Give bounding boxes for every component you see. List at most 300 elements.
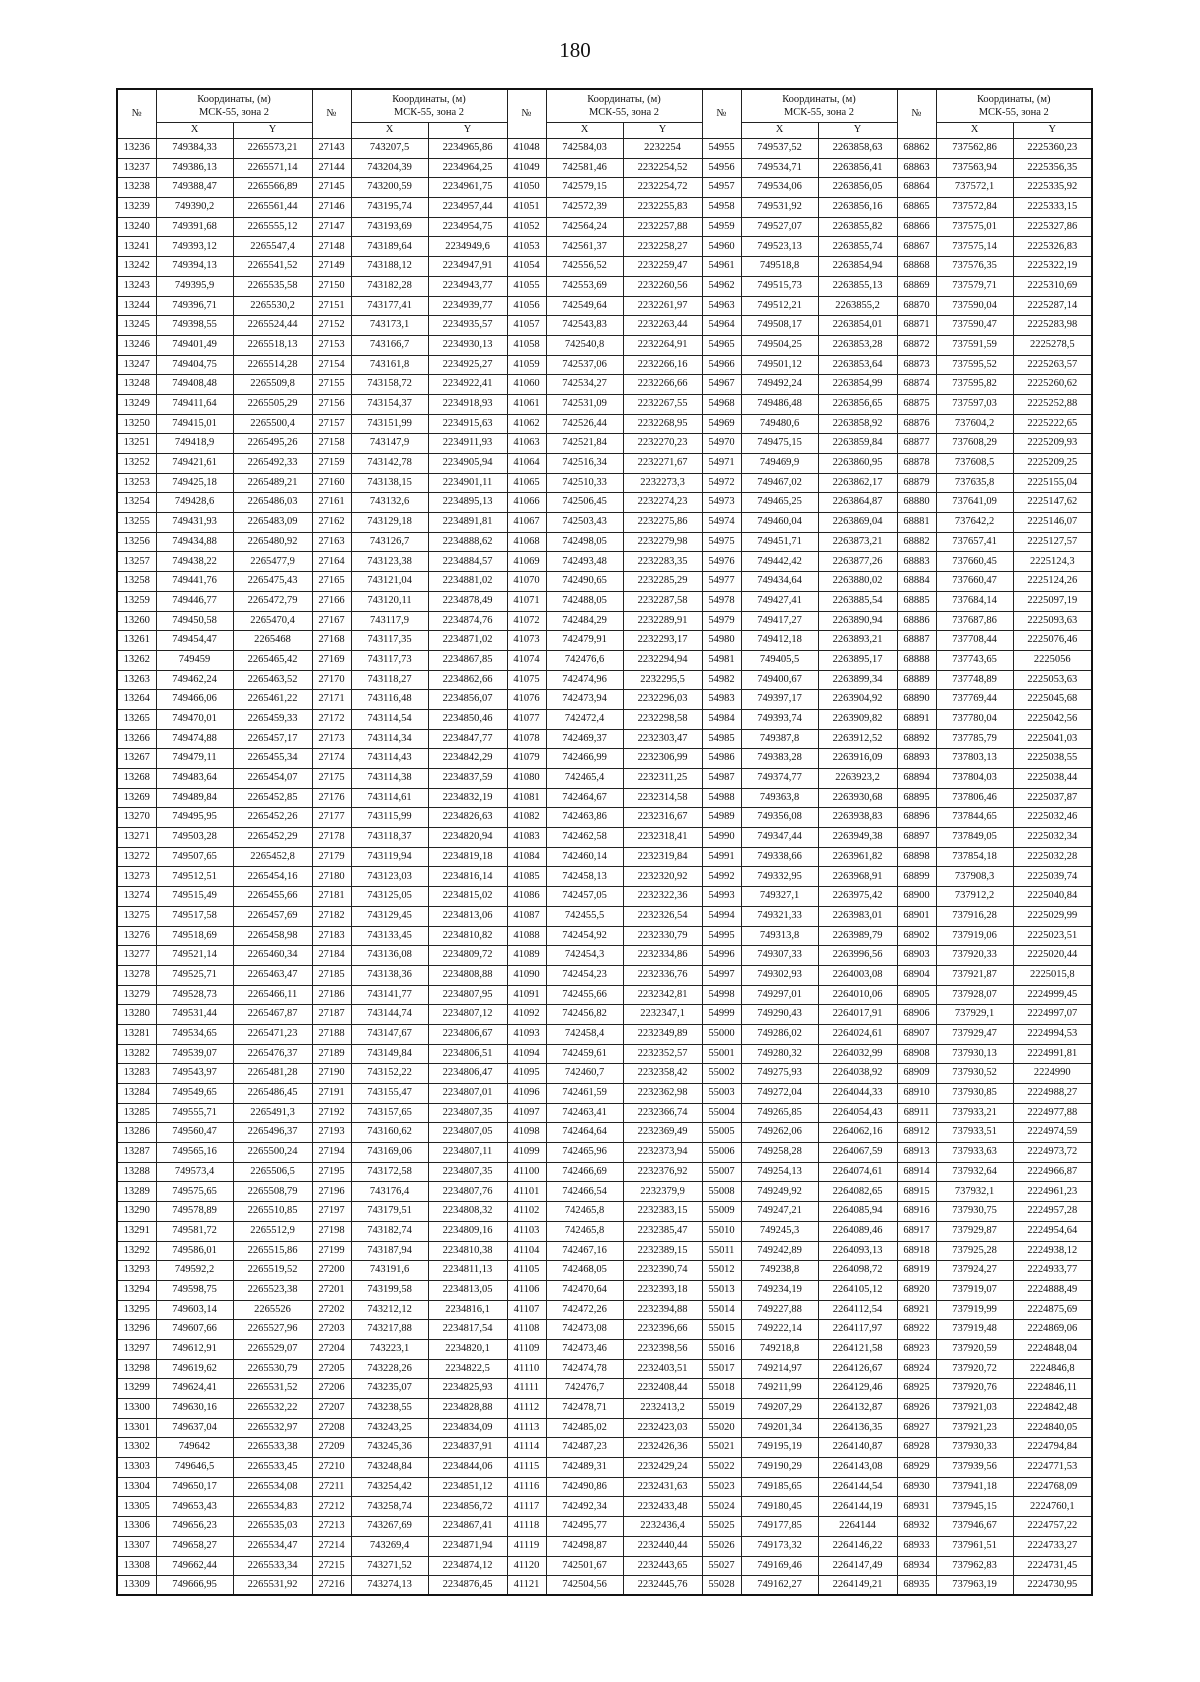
y-coordinate-cell: 2224846,11: [1013, 1379, 1092, 1399]
point-number-cell: 41097: [507, 1103, 546, 1123]
x-coordinate-cell: 742516,34: [546, 454, 623, 474]
point-number-cell: 68903: [897, 946, 936, 966]
y-coordinate-cell: 2224888,49: [1013, 1280, 1092, 1300]
y-coordinate-cell: 2225263,57: [1013, 355, 1092, 375]
x-coordinate-cell: 743243,25: [351, 1418, 428, 1438]
y-coordinate-cell: 2265573,21: [233, 139, 312, 159]
x-coordinate-cell: 743141,77: [351, 985, 428, 1005]
point-number-cell: 54960: [702, 237, 741, 257]
x-column-header: X: [741, 123, 818, 139]
table-row: [117, 1064, 1092, 1084]
x-coordinate-cell: 737780,04: [936, 709, 1013, 729]
point-number-cell: 41084: [507, 847, 546, 867]
y-coordinate-cell: 2232445,76: [623, 1576, 702, 1596]
x-coordinate-cell: 737930,52: [936, 1064, 1013, 1084]
point-number-cell: 27208: [312, 1418, 351, 1438]
y-coordinate-cell: 2232389,15: [623, 1241, 702, 1261]
x-coordinate-cell: 742465,96: [546, 1143, 623, 1163]
point-number-cell: 13302: [117, 1438, 156, 1458]
y-coordinate-cell: 2232349,89: [623, 1024, 702, 1044]
point-number-cell: 27181: [312, 887, 351, 907]
x-coordinate-cell: 749467,02: [741, 473, 818, 493]
x-coordinate-cell: 742553,69: [546, 276, 623, 296]
y-coordinate-cell: 2232294,94: [623, 650, 702, 670]
y-coordinate-cell: 2224848,04: [1013, 1339, 1092, 1359]
x-coordinate-cell: 749404,75: [156, 355, 233, 375]
point-number-cell: 55011: [702, 1241, 741, 1261]
x-coordinate-cell: 749525,71: [156, 965, 233, 985]
x-coordinate-cell: 743155,47: [351, 1084, 428, 1104]
y-coordinate-cell: 2263862,17: [818, 473, 897, 493]
x-coordinate-cell: 742466,69: [546, 1162, 623, 1182]
y-coordinate-cell: 2264132,87: [818, 1399, 897, 1419]
point-number-cell: 41102: [507, 1202, 546, 1222]
point-number-cell: 13290: [117, 1202, 156, 1222]
point-number-cell: 41049: [507, 158, 546, 178]
x-coordinate-cell: 737595,82: [936, 375, 1013, 395]
y-coordinate-cell: 2232267,55: [623, 394, 702, 414]
y-coordinate-cell: 2264144: [818, 1517, 897, 1537]
x-coordinate-cell: 742531,09: [546, 394, 623, 414]
y-coordinate-cell: 2265495,26: [233, 434, 312, 454]
y-coordinate-cell: 2232398,56: [623, 1339, 702, 1359]
table-row: [117, 887, 1092, 907]
y-coordinate-cell: 2224994,53: [1013, 1024, 1092, 1044]
y-coordinate-cell: 2232358,42: [623, 1064, 702, 1084]
point-number-cell: 68918: [897, 1241, 936, 1261]
y-coordinate-cell: 2232330,79: [623, 926, 702, 946]
x-coordinate-cell: 743176,4: [351, 1182, 428, 1202]
point-number-cell: 13240: [117, 217, 156, 237]
x-coordinate-cell: 737806,46: [936, 788, 1013, 808]
coordinates-units-label: Координаты, (м): [587, 94, 661, 105]
x-coordinate-cell: 743118,37: [351, 828, 428, 848]
point-number-cell: 68897: [897, 828, 936, 848]
x-coordinate-cell: 749249,92: [741, 1182, 818, 1202]
point-number-cell: 68931: [897, 1497, 936, 1517]
point-number-cell: 13303: [117, 1458, 156, 1478]
point-number-cell: 13254: [117, 493, 156, 513]
point-number-cell: 13301: [117, 1418, 156, 1438]
y-coordinate-cell: 2232296,03: [623, 690, 702, 710]
x-coordinate-cell: 749238,8: [741, 1261, 818, 1281]
x-coordinate-cell: 742473,08: [546, 1320, 623, 1340]
point-number-cell: 41119: [507, 1536, 546, 1556]
table-row: [117, 847, 1092, 867]
table-row: [117, 1202, 1092, 1222]
x-coordinate-cell: 749503,28: [156, 828, 233, 848]
y-coordinate-cell: 2234819,18: [428, 847, 507, 867]
point-number-cell: 13300: [117, 1399, 156, 1419]
point-number-cell: 13276: [117, 926, 156, 946]
x-coordinate-cell: 743267,69: [351, 1517, 428, 1537]
y-coordinate-cell: 2264129,46: [818, 1379, 897, 1399]
x-coordinate-cell: 749527,07: [741, 217, 818, 237]
table-row: [117, 158, 1092, 178]
y-coordinate-cell: 2264017,91: [818, 1005, 897, 1025]
x-coordinate-cell: 743212,12: [351, 1300, 428, 1320]
point-number-cell: 55004: [702, 1103, 741, 1123]
point-number-cell: 13256: [117, 532, 156, 552]
y-coordinate-cell: 2224933,77: [1013, 1261, 1092, 1281]
x-coordinate-cell: 742478,71: [546, 1399, 623, 1419]
y-coordinate-cell: 2234884,57: [428, 552, 507, 572]
y-coordinate-cell: 2224794,84: [1013, 1438, 1092, 1458]
x-coordinate-cell: 737963,19: [936, 1576, 1013, 1596]
point-number-cell: 68896: [897, 808, 936, 828]
x-coordinate-cell: 742476,6: [546, 650, 623, 670]
point-number-cell: 41080: [507, 769, 546, 789]
y-coordinate-cell: 2265460,34: [233, 946, 312, 966]
point-number-cell: 54977: [702, 572, 741, 592]
point-number-cell: 68934: [897, 1556, 936, 1576]
point-number-cell: 27164: [312, 552, 351, 572]
x-coordinate-cell: 743179,51: [351, 1202, 428, 1222]
point-number-cell: 55015: [702, 1320, 741, 1340]
point-number-cell: 68917: [897, 1221, 936, 1241]
table-row: [117, 985, 1092, 1005]
table-row: [117, 276, 1092, 296]
point-number-cell: 41098: [507, 1123, 546, 1143]
x-coordinate-cell: 742498,87: [546, 1536, 623, 1556]
point-number-cell: 68872: [897, 335, 936, 355]
x-coordinate-cell: 743129,18: [351, 513, 428, 533]
point-number-cell: 68884: [897, 572, 936, 592]
y-coordinate-cell: 2234806,51: [428, 1044, 507, 1064]
point-number-cell: 68865: [897, 198, 936, 218]
point-number-cell: 13257: [117, 552, 156, 572]
y-coordinate-cell: 2234807,35: [428, 1162, 507, 1182]
y-coordinate-cell: 2232423,03: [623, 1418, 702, 1438]
y-coordinate-cell: 2265526: [233, 1300, 312, 1320]
y-coordinate-cell: 2225278,5: [1013, 335, 1092, 355]
x-coordinate-cell: 749489,84: [156, 788, 233, 808]
point-number-cell: 13296: [117, 1320, 156, 1340]
table-header: [117, 89, 1092, 139]
y-coordinate-cell: 2232436,4: [623, 1517, 702, 1537]
x-coordinate-cell: 749531,92: [741, 198, 818, 218]
x-coordinate-cell: 749451,71: [741, 532, 818, 552]
point-number-cell: 27194: [312, 1143, 351, 1163]
x-coordinate-cell: 749607,66: [156, 1320, 233, 1340]
y-coordinate-cell: 2224771,53: [1013, 1458, 1092, 1478]
x-coordinate-cell: 737908,3: [936, 867, 1013, 887]
table-row: [117, 670, 1092, 690]
point-number-cell: 27196: [312, 1182, 351, 1202]
y-coordinate-cell: 2265486,45: [233, 1084, 312, 1104]
point-number-cell: 27143: [312, 139, 351, 159]
y-coordinate-cell: 2232394,88: [623, 1300, 702, 1320]
x-coordinate-cell: 749397,17: [741, 690, 818, 710]
x-coordinate-cell: 743248,84: [351, 1458, 428, 1478]
point-number-cell: 54963: [702, 296, 741, 316]
x-coordinate-cell: 749465,25: [741, 493, 818, 513]
point-number-cell: 55003: [702, 1084, 741, 1104]
point-number-cell: 41059: [507, 355, 546, 375]
y-coordinate-cell: 2234816,14: [428, 867, 507, 887]
y-coordinate-cell: 2264136,35: [818, 1418, 897, 1438]
y-coordinate-cell: 2265480,92: [233, 532, 312, 552]
y-coordinate-cell: 2234810,38: [428, 1241, 507, 1261]
x-coordinate-cell: 749515,49: [156, 887, 233, 907]
x-coordinate-cell: 743182,74: [351, 1221, 428, 1241]
x-coordinate-cell: 743238,55: [351, 1399, 428, 1419]
x-coordinate-cell: 749549,65: [156, 1084, 233, 1104]
y-coordinate-cell: 2263860,95: [818, 454, 897, 474]
x-coordinate-cell: 749400,67: [741, 670, 818, 690]
y-coordinate-cell: 2234925,27: [428, 355, 507, 375]
x-coordinate-cell: 749518,8: [741, 257, 818, 277]
x-coordinate-cell: 737932,64: [936, 1162, 1013, 1182]
x-coordinate-cell: 749619,62: [156, 1359, 233, 1379]
y-coordinate-cell: 2225356,35: [1013, 158, 1092, 178]
y-coordinate-cell: 2265468: [233, 631, 312, 651]
point-number-cell: 27204: [312, 1339, 351, 1359]
point-number-cell: 68910: [897, 1084, 936, 1104]
table-row: [117, 709, 1092, 729]
point-number-cell: 27182: [312, 906, 351, 926]
y-coordinate-cell: 2232255,83: [623, 198, 702, 218]
y-coordinate-cell: 2265481,28: [233, 1064, 312, 1084]
point-number-cell: 41101: [507, 1182, 546, 1202]
point-number-cell: 27199: [312, 1241, 351, 1261]
y-coordinate-cell: 2265452,85: [233, 788, 312, 808]
point-number-cell: 54998: [702, 985, 741, 1005]
y-coordinate-cell: 2234813,05: [428, 1280, 507, 1300]
point-number-cell: 41083: [507, 828, 546, 848]
point-number-cell: 68879: [897, 473, 936, 493]
table-row: [117, 552, 1092, 572]
x-coordinate-cell: 742470,64: [546, 1280, 623, 1300]
y-coordinate-cell: 2265555,12: [233, 217, 312, 237]
y-coordinate-cell: 2263856,41: [818, 158, 897, 178]
table-row: [117, 473, 1092, 493]
point-number-cell: 68880: [897, 493, 936, 513]
point-number-cell: 27178: [312, 828, 351, 848]
table-row: [117, 1497, 1092, 1517]
y-coordinate-cell: 2263854,94: [818, 257, 897, 277]
x-coordinate-cell: 743115,99: [351, 808, 428, 828]
point-number-cell: 41096: [507, 1084, 546, 1104]
x-coordinate-cell: 743274,13: [351, 1576, 428, 1596]
y-coordinate-cell: 2234878,49: [428, 591, 507, 611]
x-coordinate-cell: 749327,1: [741, 887, 818, 907]
y-coordinate-cell: 2264117,97: [818, 1320, 897, 1340]
point-number-cell: 55017: [702, 1359, 741, 1379]
y-coordinate-cell: 2265534,47: [233, 1536, 312, 1556]
point-number-cell: 41054: [507, 257, 546, 277]
point-number-cell: 68926: [897, 1399, 936, 1419]
point-number-cell: 54973: [702, 493, 741, 513]
coordinates-units-label: Координаты, (м): [782, 94, 856, 105]
point-number-cell: 41120: [507, 1556, 546, 1576]
point-number-cell: 13244: [117, 296, 156, 316]
y-coordinate-cell: 2225032,46: [1013, 808, 1092, 828]
x-coordinate-cell: 737946,67: [936, 1517, 1013, 1537]
y-coordinate-cell: 2232413,2: [623, 1399, 702, 1419]
point-number-cell: 55016: [702, 1339, 741, 1359]
y-column-header: Y: [818, 123, 897, 139]
point-number-cell: 41074: [507, 650, 546, 670]
table-row: [117, 1123, 1092, 1143]
y-coordinate-cell: 2234947,91: [428, 257, 507, 277]
y-coordinate-cell: 2263890,94: [818, 611, 897, 631]
x-coordinate-cell: 742472,4: [546, 709, 623, 729]
y-coordinate-cell: 2224938,12: [1013, 1241, 1092, 1261]
x-coordinate-cell: 742464,67: [546, 788, 623, 808]
point-number-cell: 13239: [117, 198, 156, 218]
y-coordinate-cell: 2265500,4: [233, 414, 312, 434]
point-number-cell: 27198: [312, 1221, 351, 1241]
y-coordinate-cell: 2234874,76: [428, 611, 507, 631]
point-number-cell: 55014: [702, 1300, 741, 1320]
y-coordinate-cell: 2264074,61: [818, 1162, 897, 1182]
table-row: [117, 394, 1092, 414]
point-number-cell: 54978: [702, 591, 741, 611]
x-coordinate-cell: 742454,92: [546, 926, 623, 946]
y-coordinate-cell: 2263856,65: [818, 394, 897, 414]
x-coordinate-cell: 749450,58: [156, 611, 233, 631]
y-coordinate-cell: 2232298,58: [623, 709, 702, 729]
y-coordinate-cell: 2265470,4: [233, 611, 312, 631]
y-coordinate-cell: 2263904,92: [818, 690, 897, 710]
point-number-cell: 41113: [507, 1418, 546, 1438]
y-coordinate-cell: 2232259,47: [623, 257, 702, 277]
y-coordinate-cell: 2263885,54: [818, 591, 897, 611]
x-coordinate-cell: 743114,61: [351, 788, 428, 808]
x-coordinate-cell: 749521,14: [156, 946, 233, 966]
x-coordinate-cell: 742556,52: [546, 257, 623, 277]
point-number-cell: 27168: [312, 631, 351, 651]
table-row: [117, 1359, 1092, 1379]
x-coordinate-cell: 737849,05: [936, 828, 1013, 848]
point-number-cell: 68891: [897, 709, 936, 729]
point-number-cell: 68888: [897, 650, 936, 670]
point-number-cell: 41116: [507, 1477, 546, 1497]
x-coordinate-cell: 749185,65: [741, 1477, 818, 1497]
point-number-cell: 41076: [507, 690, 546, 710]
y-coordinate-cell: 2234806,67: [428, 1024, 507, 1044]
point-number-cell: 68928: [897, 1438, 936, 1458]
table-row: [117, 1556, 1092, 1576]
x-coordinate-cell: 749190,29: [741, 1458, 818, 1478]
y-coordinate-cell: 2225029,99: [1013, 906, 1092, 926]
x-coordinate-cell: 749438,22: [156, 552, 233, 572]
y-coordinate-cell: 2225037,87: [1013, 788, 1092, 808]
x-coordinate-cell: 743114,43: [351, 749, 428, 769]
table-row: [117, 926, 1092, 946]
y-coordinate-cell: 2265461,22: [233, 690, 312, 710]
point-number-cell: 13266: [117, 729, 156, 749]
point-number-cell: 27159: [312, 454, 351, 474]
y-coordinate-cell: 2265519,52: [233, 1261, 312, 1281]
y-coordinate-cell: 2225322,19: [1013, 257, 1092, 277]
y-coordinate-cell: 2234949,6: [428, 237, 507, 257]
x-column-header: X: [351, 123, 428, 139]
x-coordinate-cell: 742504,56: [546, 1576, 623, 1596]
x-coordinate-cell: 743138,15: [351, 473, 428, 493]
x-coordinate-cell: 742490,65: [546, 572, 623, 592]
y-coordinate-cell: 2263877,26: [818, 552, 897, 572]
y-coordinate-cell: 2232314,58: [623, 788, 702, 808]
point-number-cell: 68890: [897, 690, 936, 710]
point-number-cell: 55013: [702, 1280, 741, 1300]
y-coordinate-cell: 2225032,34: [1013, 828, 1092, 848]
y-coordinate-cell: 2263858,63: [818, 139, 897, 159]
table-row: [117, 198, 1092, 218]
y-coordinate-cell: 2264082,65: [818, 1182, 897, 1202]
x-coordinate-cell: 742465,8: [546, 1221, 623, 1241]
point-number-cell: 68863: [897, 158, 936, 178]
point-number-cell: 68920: [897, 1280, 936, 1300]
x-coordinate-cell: 737921,03: [936, 1399, 1013, 1419]
x-coordinate-cell: 742468,05: [546, 1261, 623, 1281]
point-number-cell: 68866: [897, 217, 936, 237]
y-coordinate-cell: 2225260,62: [1013, 375, 1092, 395]
point-number-cell: 68889: [897, 670, 936, 690]
x-coordinate-cell: 742521,84: [546, 434, 623, 454]
y-column-header: Y: [428, 123, 507, 139]
y-coordinate-cell: 2263930,68: [818, 788, 897, 808]
x-coordinate-cell: 749275,93: [741, 1064, 818, 1084]
point-number-cell: 13293: [117, 1261, 156, 1281]
point-number-cell: 41111: [507, 1379, 546, 1399]
x-coordinate-cell: 737572,1: [936, 178, 1013, 198]
table-row: [117, 1241, 1092, 1261]
x-coordinate-cell: 737572,84: [936, 198, 1013, 218]
x-coordinate-cell: 742454,3: [546, 946, 623, 966]
point-number-cell: 13308: [117, 1556, 156, 1576]
point-number-cell: 13255: [117, 513, 156, 533]
x-coordinate-cell: 737604,2: [936, 414, 1013, 434]
point-number-cell: 41092: [507, 1005, 546, 1025]
x-coordinate-cell: 737939,56: [936, 1458, 1013, 1478]
point-number-cell: 54981: [702, 650, 741, 670]
y-coordinate-cell: 2225222,65: [1013, 414, 1092, 434]
y-coordinate-cell: 2265515,86: [233, 1241, 312, 1261]
x-coordinate-cell: 737562,86: [936, 139, 1013, 159]
x-coordinate-cell: 749515,73: [741, 276, 818, 296]
table-row: [117, 1162, 1092, 1182]
y-coordinate-cell: 2232271,67: [623, 454, 702, 474]
point-number-cell: 27167: [312, 611, 351, 631]
x-coordinate-cell: 749466,06: [156, 690, 233, 710]
x-coordinate-cell: 749390,2: [156, 198, 233, 218]
point-number-cell: 68930: [897, 1477, 936, 1497]
y-coordinate-cell: 2232334,86: [623, 946, 702, 966]
point-number-cell: 41107: [507, 1300, 546, 1320]
point-number-cell: 41079: [507, 749, 546, 769]
x-coordinate-cell: 749469,9: [741, 454, 818, 474]
y-coordinate-cell: 2225127,57: [1013, 532, 1092, 552]
x-coordinate-cell: 749398,55: [156, 316, 233, 336]
y-coordinate-cell: 2232263,44: [623, 316, 702, 336]
x-coordinate-cell: 742489,31: [546, 1458, 623, 1478]
y-coordinate-cell: 2234964,25: [428, 158, 507, 178]
point-number-cell: 68895: [897, 788, 936, 808]
x-coordinate-cell: 737933,21: [936, 1103, 1013, 1123]
point-number-cell: 54990: [702, 828, 741, 848]
y-coordinate-cell: 2263864,87: [818, 493, 897, 513]
y-coordinate-cell: 2225039,74: [1013, 867, 1092, 887]
x-coordinate-cell: 737657,41: [936, 532, 1013, 552]
table-row: [117, 1143, 1092, 1163]
point-number-cell: 68862: [897, 139, 936, 159]
y-coordinate-cell: 2232342,81: [623, 985, 702, 1005]
x-coordinate-cell: 742455,5: [546, 906, 623, 926]
x-coordinate-cell: 743200,59: [351, 178, 428, 198]
x-coordinate-cell: 749495,95: [156, 808, 233, 828]
